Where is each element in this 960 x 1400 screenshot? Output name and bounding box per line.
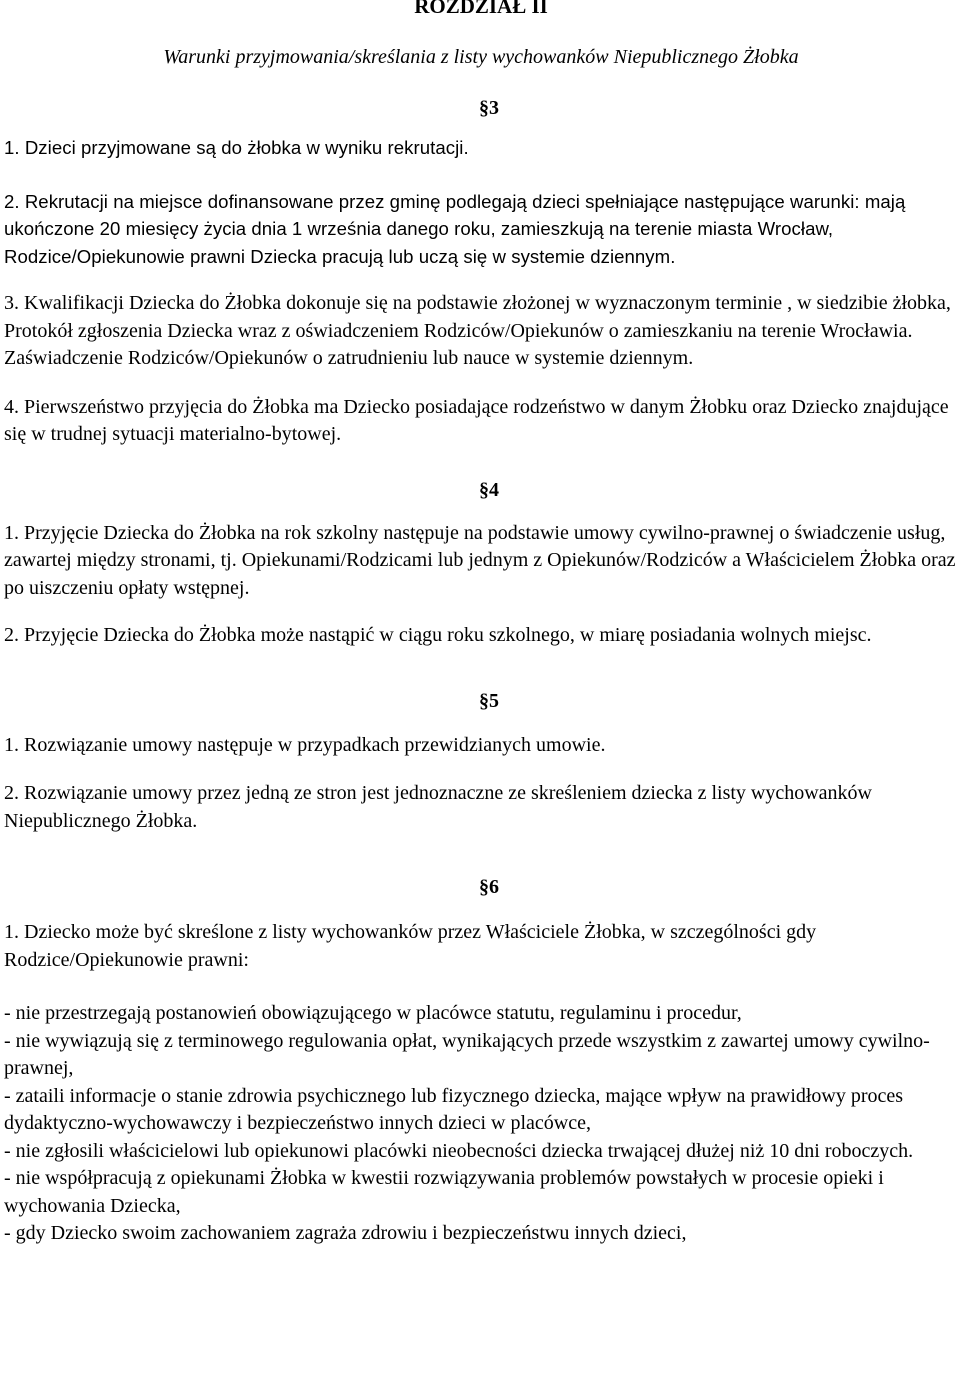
list-item: - nie współpracują z opiekunami Żłobka w kwestii rozwiązywania problemów powstałych w procesie opieki i wychowania Dziecka, [4, 1167, 884, 1217]
paragraph-4-2: 2. Przyjęcie Dziecka do Żłobka może nastąpić w ciągu roku szkolnego, w miarę posiadania wolnych miejsc. [4, 624, 872, 646]
chapter-title: ROZDZIAŁ II [414, 0, 548, 18]
list-item: - nie przestrzegają postanowień obowiązującego w placówce statutu, regulaminu i procedur, [4, 1002, 742, 1024]
paragraph-6-1: 1. Dziecko może być skreślone z listy wychowanków przez Właściciele Żłobka, w szczególności gdy Rodzice/Opiekunowie prawni: [4, 921, 817, 971]
list-item: - zatail​i informacje o stanie zdrowia psychicznego lub fizycznego dziecka, mające wpływ na prawidłowy proces dydaktyczno-wychowawczy i bezpieczeństwo innych dzieci w placówce, [4, 1084, 904, 1134]
list-item: - gdy Dziecko swoim zachowaniem zagraża zdrowiu i bezpieczeństwu innych dzieci, [4, 1222, 687, 1244]
conditions-list [4, 1000, 958, 1248]
document-page [4, 0, 958, 1248]
section-heading-4: §4 [479, 478, 499, 501]
list-item: - nie zgłosili właścicielowi lub opiekunowi placówki nieobecności dziecka trwającej dłużej niż 10 dni roboczych. [4, 1139, 914, 1162]
paragraph-3-2: 2. Rekrutacji na miejsce dofinansowane przez gminę podlegają dzieci spełniające następujące warunki: mają ukończone 20 miesięcy życia dnia 1 września danego roku, zamieszkują na terenie miasta Wrocław, Rodzice/Opiekunowie prawni Dziecka pracują lub uczą się w systemie dziennym. [4, 190, 906, 267]
section-heading-5: §5 [479, 689, 499, 712]
paragraph-3-3: 3. Kwalifikacji Dziecka do Żłobka dokonuje się na podstawie złożonej w wyznaczonym terminie , w siedzibie żłobka, Protokół zgłoszenia Dziecka wraz z oświadczeniem Rodziców/Opiekunów o zamieszkaniu na terenie Wrocławia. Zaświadczenie Rodziców/Opiekunów o zatrudnieniu lub nauce w systemie dziennym. [4, 292, 951, 369]
list-item: - nie wywiązują się z terminowego regulowania opłat, wynikających przede wszystkim z zawartej umowy cywilno-prawnej, [4, 1029, 930, 1079]
paragraph-3-4: 4. Pierwszeństwo przyjęcia do Żłobka ma Dziecko posiadające rodzeństwo w danym Żłobku oraz Dziecko znajdujące się w trudnej sytuacji materialno-bytowej. [4, 395, 949, 445]
paragraph-5-1: 1. Rozwiązanie umowy następuje w przypadkach przewidzianych umowie. [4, 733, 606, 756]
paragraph-4-1: 1. Przyjęcie Dziecka do Żłobka na rok szkolny następuje na podstawie umowy cywilno-prawnej o świadczenie usług, zawartej między stronami, tj. Opiekunami/Rodzicami lub jednym z Opiekunów/Rodziców a Właścicielem Żłobka oraz po uiszczeniu opłaty wstępnej. [4, 521, 956, 599]
section-heading-6: §6 [479, 876, 499, 898]
chapter-subtitle: Warunki przyjmowania/skreślania z listy wychowanków Niepublicznego Żłobka [163, 46, 799, 68]
paragraph-3-1: 1. Dzieci przyjmowane są do żłobka w wyniku rekrutacji. [4, 137, 469, 158]
paragraph-5-2: 2. Rozwiązanie umowy przez jedną ze stron jest jednoznaczne ze skreśleniem dziecka z listy wychowanków Niepublicznego Żłobka. [4, 782, 872, 832]
section-heading-3: §3 [479, 97, 499, 119]
